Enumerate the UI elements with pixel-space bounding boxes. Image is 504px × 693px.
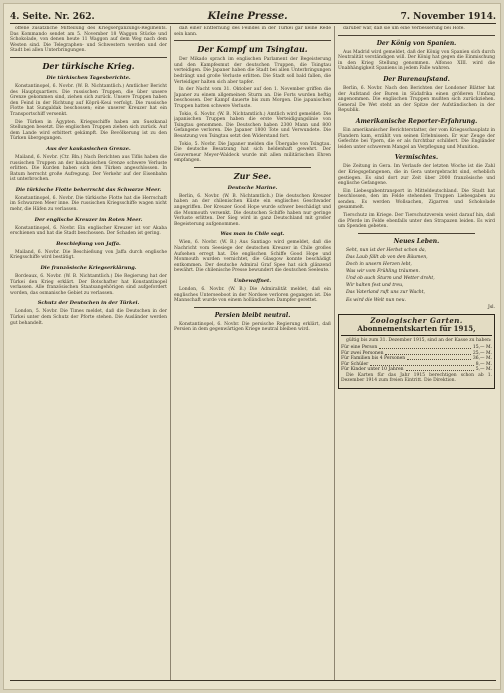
article-paragraph: Tokio, 6. Novbr. (W. B. Nichtamtlich.) Amtlich wird gemeldet: Die japanischen Truppen haben die erste Verteidigungslinie von Tsingtau genommen. Die Deutschen haben 2300 Mann und 800 Gefangene verloren. Die Japaner 1800 Tote und Verwundete. Die Besatzung von Tsingtau setzt den Widerstand fort. — [174, 111, 331, 139]
article-paragraph: Aus Madrid wird gemeldet, daß der König von Spanien sich durch Neutralität verständigen will. Der König hat gegen die Einmischung in den Krieg Stellung genommen. Alfonso XIII. wird die Unabhängigkeit Spaniens in jedem Falle wahren. — [338, 49, 495, 72]
article-heading: Der Kampf um Tsingtau. — [197, 44, 308, 55]
separator — [194, 167, 311, 168]
article-subheading: Beschießung von Jaffa. — [56, 240, 121, 247]
poem-title: Neues Leben. — [393, 237, 440, 245]
price-label: Für eine Person — [341, 345, 378, 351]
article-paragraph: Berlin, 6. Novbr. (W. B. Nichtamtlich.) Die deutschen Kreuzer haben an der chilenischen Küste ein englisches Geschwader angegriffen. Der Kreuzer Good Hope wurde schwer beschädigt und die Monmouth versenkt. Die deutschen Schiffe haben nur geringe Verluste erlitten. Der Sieg wird in ganz Deutschland mit großer Begeisterung aufgenommen. — [174, 193, 331, 227]
separator — [174, 40, 331, 41]
article-paragraph: darüber war, daß sie um eine Verbesserung bei Hofe. — [343, 26, 465, 31]
separator — [358, 233, 475, 234]
ad-footer: Die Karten für das Jahr 1915 berechtigen schon ab 1. Dezember 1914 zum freien Eintritt. Die Direktion. — [341, 372, 492, 384]
article-paragraph: Wien, 6. Novbr. (W. B.) Aus Santiago wird gemeldet, daß die Nachricht vom Seesiege der deutschen Kreuzer in Chile großes Aufsehen erregt hat. Die englischen Schiffe Good Hope und Monmouth wurden vernichtet, die Glasgow konnte beschädigt entkommen. Der deutsche Admiral Graf Spee hat sich glänzend bewährt. Die chilenische Presse bewundert die deutschen Seeleute. — [174, 240, 331, 274]
article-heading: Der türkische Krieg. — [42, 60, 135, 71]
page-header — [10, 8, 496, 22]
article-paragraph: Konstantinopel, 6. Novbr. Ein englischer Kreuzer ist vor Akaba erschienen und hat die Stadt beschossen. Der Schaden ist gering. — [10, 225, 167, 237]
poem — [338, 248, 495, 303]
article-subheading: Deutsche Marine. — [227, 184, 278, 191]
newspaper-title: Kleine Presse. — [207, 11, 288, 22]
article-heading: Der Burenaufstand. — [383, 75, 450, 83]
leader-dots — [370, 362, 473, 366]
article-subheading: Aus der kaukasischen Grenze. — [46, 145, 131, 152]
article-paragraph: Berlin, 6. Novbr. Nach den Berichten der Londoner Blätter hat der Aufstand der Buren in Südafrika einen größeren Umfang angenommen. Die englischen Truppen mußten sich zurückziehen. General De Wet steht an der Spitze der Aufständischen in der Republik. — [338, 85, 495, 114]
header-rule — [10, 23, 496, 24]
poem-line: Wir halten fest und treu, — [346, 283, 404, 289]
poem-author: Jsl. — [488, 305, 495, 311]
poem-line: Doch in unsern Herzen lebt, — [346, 262, 412, 268]
price-label: Für zwei Personen — [341, 350, 384, 356]
article-paragraph: Ein amerikanischer Berichterstatter, der vom Kriegsschauplatz in Flandern kam, erzählt von seinen Erlebnissen. Er war Zeuge der Gefechte bei Ypern, die er als furchtbar schildert. Die Engländer leiden unter schwerem Mangel an Verpflegung und Munition. — [338, 127, 495, 150]
price-value: 25,— M. — [472, 350, 492, 356]
leader-dots — [406, 367, 474, 371]
article-heading: Vermischtes. — [394, 154, 439, 162]
separator — [194, 307, 311, 308]
poem-line: Seht, nun ist der Herbst schon da, — [346, 247, 427, 253]
newspaper-page — [3, 3, 501, 690]
article-paragraph: daß einer Entfernung des Feindes in der Türkei gar keine Rede sein kann. — [174, 26, 331, 37]
article-subheading: Die türkischen Tagesberichte. — [46, 74, 131, 81]
article-paragraph: London, 6. Novbr. (W. B.) Die Admiralität meldet, daß ein englisches Unterseeboot in der Nordsee verloren gegangen ist. Die Mannschaft wurde von einem holländischen Dampfer gerettet. — [174, 287, 331, 304]
poem-line: Es wird die Welt nun neu. — [346, 297, 407, 303]
article-heading: Zur See. — [233, 170, 272, 181]
article-paragraph: Ein Liebesgabentransport in Mitteldeutschland. Die Stadt hat beschlossen, den im Felde stehenden Truppen Liebesgaben zu senden. Es werden Wollsachen, Zigarren und Schokolade gesammelt. — [338, 188, 495, 211]
ad-title: Zoologischer Garten. — [370, 315, 463, 325]
article-paragraph: Die Zeitung in Gera. Im Verlaufe der letzten Woche ist die Zahl der Kriegsgefangenen, die in Gera untergebracht sind, erheblich gestiegen. Es sind dort zur Zeit über 2000 französische und englische Gefangene. — [338, 164, 495, 187]
article-heading: Amerikanische Reporter-Erfahrung. — [355, 117, 478, 125]
page-date: 7. November 1914. — [400, 12, 496, 22]
column-left — [10, 26, 167, 681]
column-middle — [174, 26, 331, 681]
price-value: 5,— M. — [475, 367, 492, 373]
article-paragraph: Tokio, 5. Novbr. Die Japaner melden die Übergabe von Tsingtau. Die deutsche Besatzung hat sich heldenhaft gewehrt. Der Gouverneur Meyer-Waldeck wurde mit allen militärischen Ehren empfangen. — [174, 141, 331, 164]
zoo-advertisement — [338, 314, 495, 389]
poem-line: Und ob auch Sturm und Wetter droht, — [346, 276, 435, 282]
article-paragraph: Mailand, 6. Novbr. Die Beschießung von Jaffa durch englische Kriegsschiffe wird bestätigt. — [10, 249, 167, 261]
column-divider — [170, 26, 171, 681]
leader-dots — [407, 356, 471, 360]
price-value: 36,— M. — [472, 356, 492, 362]
article-paragraph: London, 5. Novbr. Die Times meldet, daß die Deutschen in der Türkei unter dem Schutz der Pforte stehen. Die Ausländer werden gut behandelt. — [10, 309, 167, 326]
price-label: Für Familien bis 4 Personen — [341, 356, 406, 362]
ad-intro: gültig bis zum 31. Dezember 1915, sind an der Kasse zu haben: — [346, 337, 492, 343]
price-value: 15,— M. — [472, 345, 492, 351]
article-subheading: Was man in Chile sagt. — [220, 231, 285, 238]
column-divider — [334, 26, 335, 681]
article-paragraph: Konstantinopel, 6. Novbr. (W. B. Nichtamtlich.) Amtlicher Bericht des Hauptquartiers. Die russischen Truppen, die über unsere Grenze gekommen sind, ziehen sich zurück. Unsere Truppen haben den Feind in der Richtung auf Köprü-Keui verfolgt. Die russische Flotte hat Sungaldak beschossen; eine unserer Kreuzer hat ein Transportschiff versenkt. — [10, 83, 167, 117]
column-right — [338, 26, 495, 681]
article-subheading: Der englische Kreuzer im Roten Meer. — [34, 216, 143, 223]
page-number: 4. Seite. Nr. 262. — [10, 12, 95, 22]
leader-dots — [379, 345, 471, 349]
separator — [338, 35, 495, 36]
price-label: Für Kinder unter 10 Jahren — [341, 367, 404, 373]
article-paragraph: Die Türken in Ägypten. Kriegsschiffe haben am Suezkanal Stellungen besetzt. Die englischen Truppen ziehen sich zurück. Auf dem Lande wird erbittert gekämpft. Die Bevölkerung ist zu den Türken übergegangen. — [10, 119, 167, 142]
article-paragraph: offene zusätzliche Mitteilung des Kriegsergänzungs-Regiments. Das Kommando sendet am 5. November 18 Waggon Stücke und Schokolade, von denen heute 11 Waggon auf dem Weg nach dem Westen sind. Die Telegraphen- und Schwestern werden und der Stadt bei allen Unterbringungen. — [10, 26, 167, 54]
leader-dots — [385, 351, 470, 355]
poem-line: Was wir vom Frühling träumen. — [346, 269, 420, 275]
footer-rule — [10, 680, 496, 681]
article-paragraph: Der Mikado sprach im englischen Parlament der Begeisterung und den Kampfesmut der deutschen Truppen, die Tsingtau verteidigen. Die Japaner haben die Stadt bei allen Unterbringungen bedrängt und große Verluste erlitten. Die Stadt soll bald fallen, die Verteidiger halten sich aber tapfer. — [174, 57, 331, 85]
poem-line: Das Laub fällt ab von den Bäumen, — [346, 254, 428, 260]
article-paragraph: Bordeaux, 6. Novbr. (W. B. Nichtamtlich.) Die Regierung hat der Türkei den Krieg erklärt. Der Botschafter hat Konstantinopel verlassen. Alle französischen Staatsangehörigen sind aufgefordert worden, das osmanische Gebiet zu verlassen. — [10, 274, 167, 296]
ad-subtitle: Abonnementskarten für 1915, — [341, 325, 492, 336]
article-paragraph: In der Nacht vom 31. Oktober auf den 1. November griffen die Japaner zu einem allgemeinen Sturm an. Die Forts wurden heftig beschossen. Der Kampf dauerte bis zum Morgen. Die japanischen Truppen hatten schwere Verluste. — [174, 87, 331, 109]
article-paragraph: Konstantinopel, 6. Novbr. Die türkische Flotte hat die Herrschaft im Schwarzen Meer inne. Die russischen Kriegsschiffe wagen nicht mehr, die Häfen zu verlassen. — [10, 195, 167, 213]
article-subheading: Die türkische Flotte beherrscht das Schwarze Meer. — [15, 186, 162, 193]
article-subheading: Die französische Kriegserklärung. — [40, 265, 137, 272]
article-paragraph: Konstantinopel, 6. Novbr. Die persische Regierung erklärt, daß Persien in dem gegenwärtigen Kriege neutral bleiben wird. — [174, 321, 331, 333]
article-heading: Persien bleibt neutral. — [214, 311, 291, 319]
article-heading: Der König von Spanien. — [376, 39, 457, 47]
article-subheading: Schutz der Deutschen in der Türkei. — [37, 300, 140, 307]
poem-line: Das Vaterland ruft uns zur Wacht, — [346, 290, 426, 296]
article-subheading: Unbewaffnet. — [233, 278, 272, 284]
separator — [10, 57, 167, 58]
article-paragraph: Mailand, 6. Novbr. (Ctr. Bln.) Nach Berichten aus Tiflis haben die russischen Truppen an der kaukasischen Grenze schwere Verluste erlitten. Die Kurden haben sich den Türken angeschlossen. In Batum herrscht große Aufregung. Der Verkehr auf der Eisenbahn ist unterbrochen. — [10, 154, 167, 183]
article-paragraph: Tierschutz im Kriege. Der Tierschutzverein weist darauf hin, daß die Pferde im Felde ebenfalls unter den Strapazen leiden. Es wird um Spenden gebeten. — [338, 213, 495, 230]
price-label: Für Schüler — [341, 361, 369, 367]
price-value: 8,— M. — [475, 361, 492, 367]
